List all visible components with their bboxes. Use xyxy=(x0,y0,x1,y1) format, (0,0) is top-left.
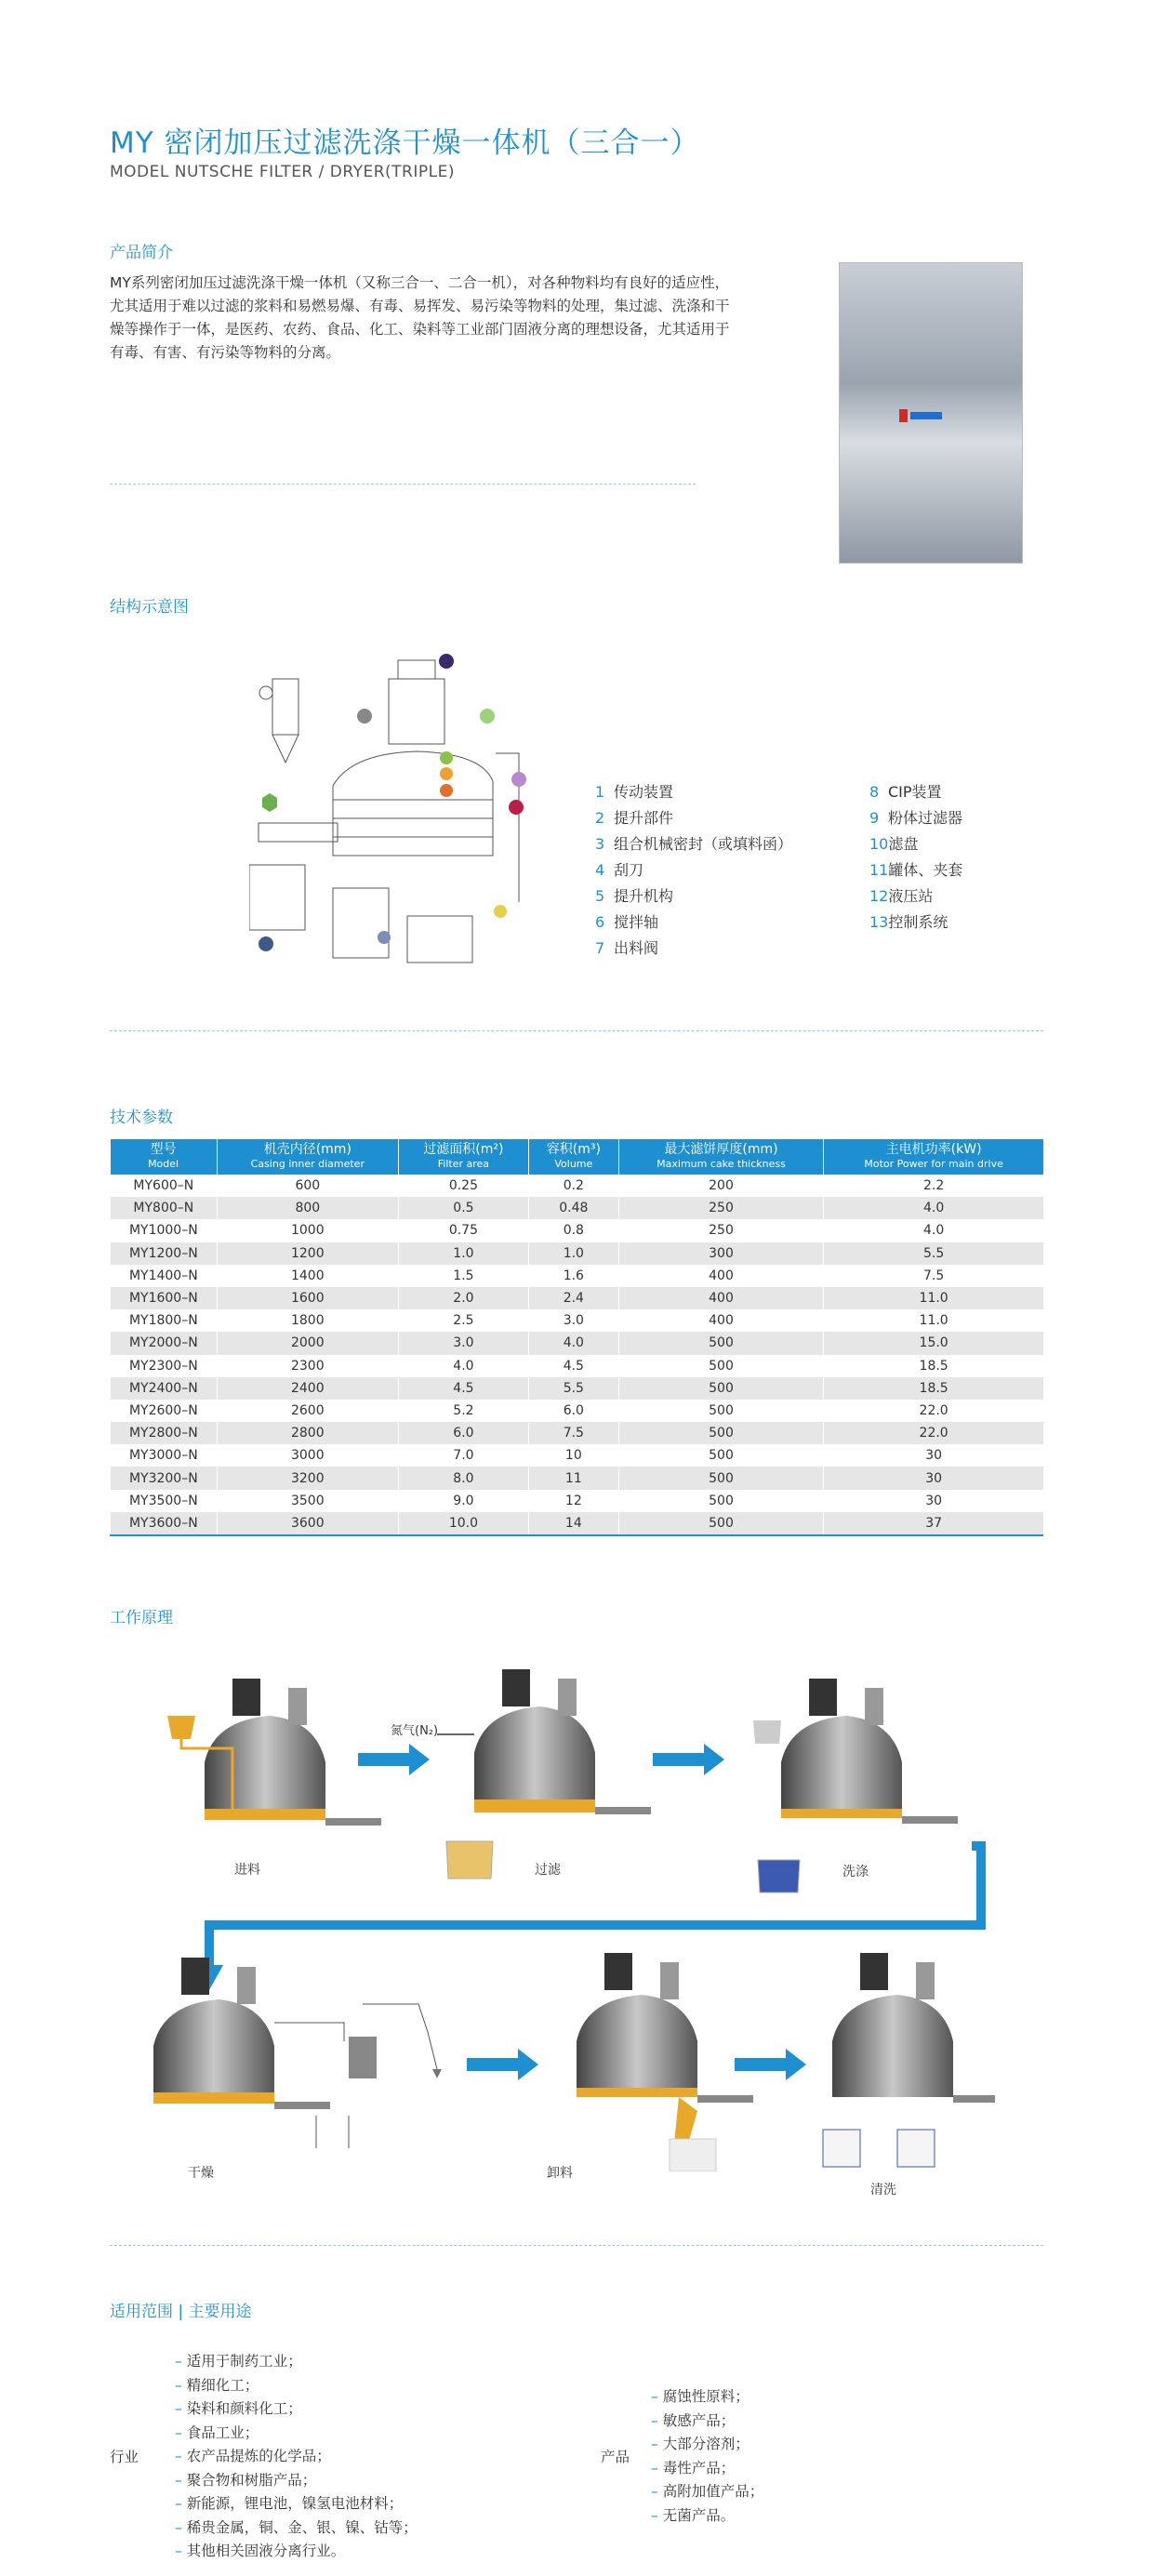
table-row xyxy=(111,1444,1044,1467)
table-cell: 4.5 xyxy=(528,1355,618,1377)
table-cell: 37 xyxy=(824,1512,1043,1535)
table-cell: 1200 xyxy=(217,1242,398,1265)
list-item: – 高附加值产品； xyxy=(651,2483,764,2500)
table-row xyxy=(111,1377,1044,1400)
table-cell: 400 xyxy=(618,1287,823,1309)
table-cell: 200 xyxy=(618,1175,823,1197)
product-photo xyxy=(839,262,1023,564)
table-cell: 0.25 xyxy=(398,1175,528,1197)
table-cell: 3200 xyxy=(217,1467,398,1489)
page-title: MY 密闭加压过滤洗涤干燥一体机（三合一） xyxy=(110,126,700,160)
legend-item: 11罐体、夹套 xyxy=(869,861,963,879)
step-label-washing: 洗涤 xyxy=(842,1865,869,1879)
col-filter-area: 过滤面积(m²) Filter area xyxy=(398,1139,528,1175)
table-cell: 500 xyxy=(618,1400,823,1422)
table-cell: 400 xyxy=(618,1309,823,1332)
legend-item: 12液压站 xyxy=(869,887,934,905)
table-cell: 250 xyxy=(618,1219,823,1242)
usage-heading: 适用范围 | 主要用途 xyxy=(110,2303,252,2321)
legend-item: 2 提升部件 xyxy=(595,809,674,827)
col-volume: 容积(m³) Volume xyxy=(528,1139,618,1175)
arrow-right-icon xyxy=(735,2049,806,2080)
table-cell: 500 xyxy=(618,1377,823,1400)
table-cell: 11.0 xyxy=(824,1309,1043,1332)
legend-left xyxy=(595,779,792,962)
legend-item: 8 CIP装置 xyxy=(869,783,942,801)
table-cell: 500 xyxy=(618,1355,823,1377)
table-cell: 4.0 xyxy=(824,1197,1043,1219)
legend-item: 1 传动装置 xyxy=(595,783,674,801)
step-label-feeding: 进料 xyxy=(234,1863,260,1878)
product-label: 产品 xyxy=(601,2449,630,2465)
table-cell: MY3200–N xyxy=(111,1467,218,1489)
nitrogen-label: 氮气(N₂) xyxy=(391,1724,439,1738)
table-cell: 3000 xyxy=(217,1444,398,1467)
table-cell: 500 xyxy=(618,1444,823,1467)
table-cell: 0.2 xyxy=(528,1175,618,1197)
table-cell: 250 xyxy=(618,1197,823,1219)
divider xyxy=(110,484,696,485)
arrow-right-icon xyxy=(653,1744,724,1775)
table-cell: 22.0 xyxy=(824,1422,1043,1444)
table-cell: 1.5 xyxy=(398,1265,528,1287)
industry-list xyxy=(175,2350,418,2564)
table-cell: MY1400–N xyxy=(111,1265,218,1287)
legend-item: 10滤盘 xyxy=(869,835,919,853)
table-cell: MY1000–N xyxy=(111,1219,218,1242)
legend-item: 3 组合机械密封（或填料函） xyxy=(595,835,793,853)
product-list xyxy=(651,2385,763,2528)
table-row xyxy=(111,1219,1044,1242)
table-row xyxy=(111,1197,1044,1219)
table-cell: 6.0 xyxy=(528,1400,618,1422)
table-cell: 30 xyxy=(824,1467,1043,1489)
table-cell: 2600 xyxy=(217,1400,398,1422)
table-cell: 18.5 xyxy=(824,1377,1043,1400)
table-cell: MY1800–N xyxy=(111,1309,218,1332)
table-row xyxy=(111,1355,1044,1377)
step-label-filtering: 过滤 xyxy=(535,1863,561,1878)
table-row xyxy=(111,1175,1044,1197)
vessel-cleaning xyxy=(823,1953,995,2167)
table-cell: 1400 xyxy=(217,1265,398,1287)
table-row xyxy=(111,1287,1044,1309)
legend-right xyxy=(869,779,962,936)
table-row xyxy=(111,1422,1044,1444)
table-cell: 4.5 xyxy=(398,1377,528,1400)
table-cell: 1800 xyxy=(217,1309,398,1332)
table-cell: 1600 xyxy=(217,1287,398,1309)
table-cell: 15.0 xyxy=(824,1332,1043,1354)
vessel-discharging xyxy=(577,1953,753,2171)
step-label-drying: 干燥 xyxy=(188,2166,214,2181)
table-row xyxy=(111,1242,1044,1265)
table-cell: MY800–N xyxy=(111,1197,218,1219)
col-diameter: 机壳内径(mm) Casing inner diameter xyxy=(217,1139,398,1175)
list-item: – 新能源，锂电池，镍氢电池材料； xyxy=(175,2495,404,2512)
vessel-feeding xyxy=(167,1679,381,1826)
table-cell: 0.48 xyxy=(528,1197,618,1219)
table-cell: 600 xyxy=(217,1175,398,1197)
table-cell: 500 xyxy=(618,1512,823,1535)
divider xyxy=(110,1030,1043,1031)
table-cell: 30 xyxy=(824,1490,1043,1512)
table-cell: 22.0 xyxy=(824,1400,1043,1422)
process-diagram xyxy=(139,1669,995,2171)
table-cell: 500 xyxy=(618,1467,823,1489)
col-cake-thickness: 最大滤饼厚度(mm) Maximum cake thickness xyxy=(618,1139,823,1175)
table-cell: MY2300–N xyxy=(111,1355,218,1377)
process-heading: 工作原理 xyxy=(110,1609,173,1627)
table-cell: MY600–N xyxy=(111,1175,218,1197)
step-label-cleaning: 清洗 xyxy=(870,2183,896,2198)
table-row xyxy=(111,1265,1044,1287)
table-row xyxy=(111,1400,1044,1422)
list-item: – 聚合物和树脂产品； xyxy=(175,2471,317,2489)
table-cell: 3600 xyxy=(217,1512,398,1535)
table-cell: 8.0 xyxy=(398,1467,528,1489)
table-cell: 500 xyxy=(618,1422,823,1444)
legend-item: 6 搅拌轴 xyxy=(595,913,659,931)
industry-label: 行业 xyxy=(110,2449,139,2465)
table-cell: 3.0 xyxy=(398,1332,528,1354)
table-cell: 3.0 xyxy=(528,1309,618,1332)
legend-item: 7 出料阀 xyxy=(595,939,659,957)
list-item: – 食品工业； xyxy=(175,2423,259,2441)
table-row xyxy=(111,1332,1044,1354)
legend-item: 13控制系统 xyxy=(869,913,948,931)
list-item: – 腐蚀性原料； xyxy=(651,2388,749,2405)
table-cell: 5.5 xyxy=(528,1377,618,1400)
table-row xyxy=(111,1467,1044,1489)
table-cell: 5.2 xyxy=(398,1400,528,1422)
table-cell: 500 xyxy=(618,1332,823,1354)
list-item: – 精细化工； xyxy=(175,2376,259,2394)
table-cell: MY3000–N xyxy=(111,1444,218,1467)
table-cell: 18.5 xyxy=(824,1355,1043,1377)
arrow-right-icon xyxy=(467,2049,538,2080)
table-cell: 4.0 xyxy=(398,1355,528,1377)
table-cell: 2800 xyxy=(217,1422,398,1444)
table-cell: MY1600–N xyxy=(111,1287,218,1309)
intro-text: MY系列密闭加压过滤洗涤干燥一体机（又称三合一、二合一机），对各种物料均有良好的适应性，尤其适用于难以过滤的浆料和易燃易爆、有毒、易挥发、易污染等物料的处理，集过滤、洗涤和干燥等操作于一体，是医药、农药、食品、化工、染料等工业部门固液分离的理想设备，尤其适用于有毒、有害、有污染等物料的分离。 xyxy=(110,274,730,361)
specs-heading: 技术参数 xyxy=(110,1109,173,1127)
page-subtitle: MODEL NUTSCHE FILTER / DRYER(TRIPLE) xyxy=(110,163,455,181)
list-item: – 染料和颜料化工； xyxy=(175,2400,302,2417)
col-model: 型号 Model xyxy=(111,1139,218,1175)
table-cell: 400 xyxy=(618,1265,823,1287)
table-cell: 7.5 xyxy=(824,1265,1043,1287)
list-item: – 农产品提炼的化学品； xyxy=(175,2448,331,2464)
intro-heading: 产品简介 xyxy=(110,244,173,262)
table-cell: MY3600–N xyxy=(111,1512,218,1535)
table-cell: 7.5 xyxy=(528,1422,618,1444)
list-item: – 其他相关固液分离行业。 xyxy=(175,2543,346,2559)
spec-table xyxy=(110,1139,1043,1536)
table-cell: 2.4 xyxy=(528,1287,618,1309)
table-cell: 3500 xyxy=(217,1490,398,1512)
brand-logo-mark xyxy=(899,409,908,422)
vessel-drying xyxy=(153,1958,442,2148)
table-cell: MY2400–N xyxy=(111,1377,218,1400)
col-motor-power: 主电机功率(kW) Motor Power for main drive xyxy=(824,1139,1043,1175)
table-cell: MY2000–N xyxy=(111,1332,218,1354)
table-row xyxy=(111,1490,1044,1512)
table-cell: 1000 xyxy=(217,1219,398,1242)
legend-item: 9 粉体过滤器 xyxy=(869,809,963,827)
table-cell: 800 xyxy=(217,1197,398,1219)
table-cell: 2.0 xyxy=(398,1287,528,1309)
list-item: – 大部分溶剂； xyxy=(651,2436,749,2452)
table-cell: 300 xyxy=(618,1242,823,1265)
table-cell: 4.0 xyxy=(528,1332,618,1354)
table-cell: 0.5 xyxy=(398,1197,528,1219)
table-cell: 1.0 xyxy=(398,1242,528,1265)
list-item: – 适用于制药工业； xyxy=(175,2353,302,2370)
list-item: – 毒性产品； xyxy=(651,2459,736,2476)
table-cell: 7.0 xyxy=(398,1444,528,1467)
table-cell: MY3500–N xyxy=(111,1490,218,1512)
vessel-filtering xyxy=(437,1669,651,1879)
table-cell: 2400 xyxy=(217,1377,398,1400)
table-cell: 1.6 xyxy=(528,1265,618,1287)
table-cell: 4.0 xyxy=(824,1219,1043,1242)
table-cell: 2300 xyxy=(217,1355,398,1377)
table-cell: 14 xyxy=(528,1512,618,1535)
table-cell: 5.5 xyxy=(824,1242,1043,1265)
table-row xyxy=(111,1309,1044,1332)
table-cell: 12 xyxy=(528,1490,618,1512)
table-cell: 10 xyxy=(528,1444,618,1467)
table-cell: MY1200–N xyxy=(111,1242,218,1265)
vessel-washing xyxy=(753,1679,958,1892)
legend-item: 5 提升机构 xyxy=(595,887,674,905)
legend-item: 4 刮刀 xyxy=(595,861,644,879)
table-cell: 2000 xyxy=(217,1332,398,1354)
table-cell: 0.8 xyxy=(528,1219,618,1242)
arrow-right-icon xyxy=(358,1744,430,1775)
list-item: – 无菌产品。 xyxy=(651,2506,736,2524)
divider xyxy=(110,2245,1043,2246)
table-cell: 6.0 xyxy=(398,1422,528,1444)
step-label-discharging: 卸料 xyxy=(547,2166,573,2181)
brand-logo xyxy=(910,412,942,419)
table-cell: 0.75 xyxy=(398,1219,528,1242)
list-item: – 稀贵金属，铜、金、银、镍、钴等； xyxy=(175,2518,418,2536)
table-cell: 1.0 xyxy=(528,1242,618,1265)
table-cell: 9.0 xyxy=(398,1490,528,1512)
table-cell: 30 xyxy=(824,1444,1043,1467)
table-cell: 11 xyxy=(528,1467,618,1489)
structure-heading: 结构示意图 xyxy=(110,598,189,617)
table-cell: 11.0 xyxy=(824,1287,1043,1309)
table-cell: 10.0 xyxy=(398,1512,528,1535)
table-cell: 500 xyxy=(618,1490,823,1512)
table-cell: MY2800–N xyxy=(111,1422,218,1444)
table-row xyxy=(111,1512,1044,1535)
list-item: – 敏感产品； xyxy=(651,2411,736,2429)
structure-diagram xyxy=(249,642,537,976)
table-cell: 2.5 xyxy=(398,1309,528,1332)
table-cell: MY2600–N xyxy=(111,1400,218,1422)
table-cell: 2.2 xyxy=(824,1175,1043,1197)
